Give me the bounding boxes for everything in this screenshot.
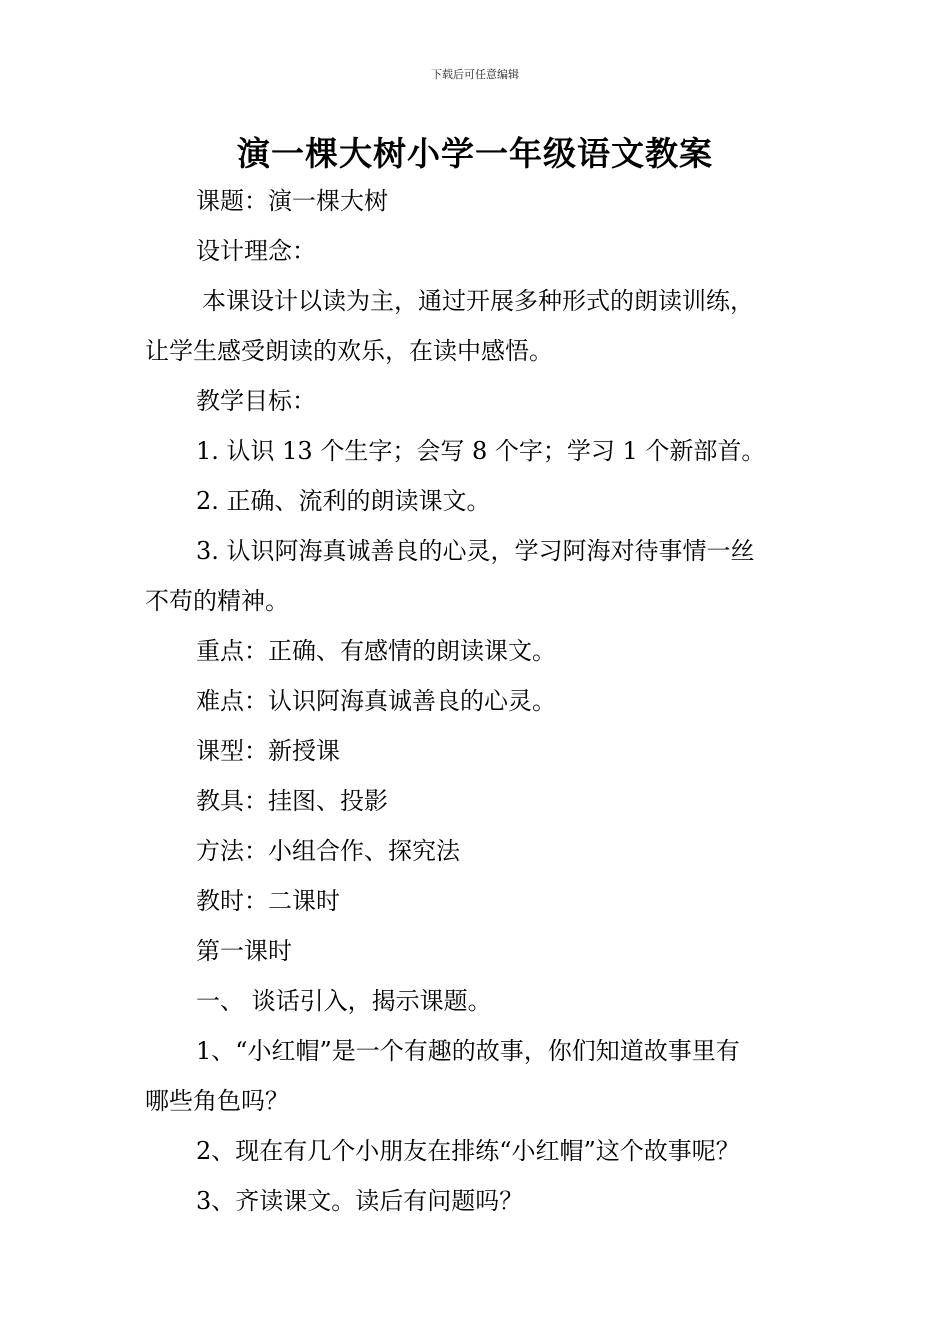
lesson-type-line: 课型：新授课 xyxy=(196,737,340,765)
difficulty-line: 难点：认识阿海真诚善良的心灵。 xyxy=(196,687,556,715)
step-3-line: 3、齐读课文。读后有问题吗？ xyxy=(196,1187,524,1215)
method-line: 方法：小组合作、探究法 xyxy=(196,837,460,865)
goal-item-1: 1. 认识 13 个生字；会写 8 个字；学习 1 个新部首。 xyxy=(196,437,766,465)
goal-item-3-line-1: 3. 认识阿海真诚善良的心灵，学习阿海对待事情一丝 xyxy=(196,537,755,565)
first-period-heading: 第一课时 xyxy=(196,937,292,965)
topic-line: 课题：演一棵大树 xyxy=(196,187,388,215)
goal-item-2: 2. 正确、流利的朗读课文。 xyxy=(196,487,491,515)
goal-item-3-line-2: 不苟的精神。 xyxy=(145,587,289,615)
document-body xyxy=(145,176,813,1226)
key-point-line: 重点：正确、有感情的朗读课文。 xyxy=(196,637,556,665)
step-1-line-2: 哪些角色吗？ xyxy=(145,1087,289,1115)
step-2-line: 2、现在有几个小朋友在排练“小红帽”这个故事呢？ xyxy=(196,1137,740,1165)
step-1-line-1: 1、“小红帽”是一个有趣的故事，你们知道故事里有 xyxy=(196,1037,740,1065)
document-title: 演一棵大树小学一年级语文教案 xyxy=(237,134,713,173)
section-1-heading: 一、 谈话引入，揭示课题。 xyxy=(196,987,492,1015)
goals-heading: 教学目标： xyxy=(196,387,316,415)
concept-heading: 设计理念： xyxy=(196,237,316,265)
concept-paragraph-line-1: 本课设计以读为主，通过开展多种形式的朗读训练， xyxy=(202,287,754,315)
header-note: 下载后可任意编辑 xyxy=(431,68,519,81)
periods-line: 教时：二课时 xyxy=(196,887,340,915)
tools-line: 教具：挂图、投影 xyxy=(196,787,388,815)
concept-paragraph-line-2: 让学生感受朗读的欢乐，在读中感悟。 xyxy=(145,337,553,365)
